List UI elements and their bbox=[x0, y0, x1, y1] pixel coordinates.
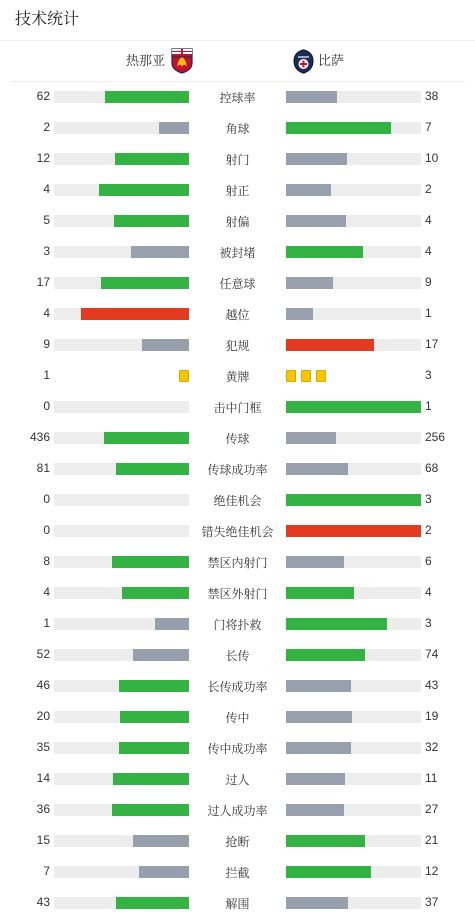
away-stat-bar-track bbox=[286, 649, 421, 661]
home-stat-value: 43 bbox=[36, 895, 50, 909]
away-stat-bar-track bbox=[286, 711, 421, 723]
stat-label: 过人成功率 bbox=[207, 804, 268, 818]
home-stat-value: 81 bbox=[36, 461, 50, 475]
stat-label: 被封堵 bbox=[219, 246, 256, 260]
home-stat-bar-track bbox=[54, 91, 189, 103]
stat-row bbox=[0, 794, 475, 825]
stat-label: 传球成功率 bbox=[207, 463, 268, 477]
yellow-card-icon bbox=[179, 370, 189, 382]
stat-row bbox=[0, 391, 475, 422]
away-stat-value: 4 bbox=[425, 585, 432, 599]
away-stat-bar-track bbox=[286, 897, 421, 909]
stat-label: 禁区外射门 bbox=[207, 587, 268, 601]
away-stat-bar bbox=[286, 91, 337, 103]
home-stat-value: 52 bbox=[36, 647, 50, 661]
away-stat-bar-track bbox=[286, 463, 421, 475]
stat-row bbox=[0, 298, 475, 329]
away-stat-value: 4 bbox=[425, 213, 432, 227]
home-stat-bar-track bbox=[54, 556, 189, 568]
stat-row bbox=[0, 763, 475, 794]
stat-row bbox=[0, 484, 475, 515]
away-stat-value: 3 bbox=[425, 492, 432, 506]
home-stat-value: 2 bbox=[43, 120, 50, 134]
stat-label: 犯规 bbox=[225, 339, 250, 353]
away-stat-bar-track bbox=[286, 587, 421, 599]
home-stat-bar-track bbox=[54, 866, 189, 878]
away-stat-value: 38 bbox=[425, 89, 439, 103]
home-team bbox=[126, 48, 193, 74]
stat-row bbox=[0, 546, 475, 577]
stat-row bbox=[0, 329, 475, 360]
away-stat-bar bbox=[286, 835, 365, 847]
stat-row bbox=[0, 670, 475, 701]
stat-row bbox=[0, 732, 475, 763]
home-stat-bar bbox=[119, 742, 189, 754]
stat-label: 过人 bbox=[225, 773, 250, 787]
home-stat-value: 0 bbox=[43, 523, 50, 537]
stat-label: 角球 bbox=[225, 122, 250, 136]
home-team-name: 热那亚 bbox=[126, 53, 166, 68]
away-stat-bar bbox=[286, 866, 371, 878]
away-stat-bar-track bbox=[286, 246, 421, 258]
stat-row bbox=[0, 112, 475, 143]
home-stat-bar bbox=[142, 339, 189, 351]
away-stat-bar-track bbox=[286, 277, 421, 289]
away-stat-bar bbox=[286, 122, 391, 134]
stat-row bbox=[0, 236, 475, 267]
home-stat-bar-track bbox=[54, 463, 189, 475]
stat-row bbox=[0, 143, 475, 174]
home-stat-bar-track bbox=[54, 339, 189, 351]
stat-row bbox=[0, 639, 475, 670]
pisa-crest-icon bbox=[293, 49, 314, 74]
stat-row bbox=[0, 856, 475, 887]
stat-row bbox=[0, 174, 475, 205]
away-stat-bar bbox=[286, 587, 354, 599]
stat-row bbox=[0, 205, 475, 236]
home-stat-value: 20 bbox=[36, 709, 50, 723]
stat-label: 黄牌 bbox=[225, 370, 250, 384]
home-stat-value: 0 bbox=[43, 399, 50, 413]
stat-row bbox=[0, 422, 475, 453]
home-stat-bar-track bbox=[54, 649, 189, 661]
home-stat-value: 436 bbox=[29, 430, 50, 444]
home-stat-value: 4 bbox=[43, 306, 50, 320]
away-stat-bar bbox=[286, 246, 363, 258]
home-stat-bar-track bbox=[54, 308, 189, 320]
home-stat-value: 35 bbox=[36, 740, 50, 754]
stat-label: 射门 bbox=[225, 153, 250, 167]
away-stat-bar bbox=[286, 649, 365, 661]
home-stat-bar bbox=[112, 804, 189, 816]
home-stat-bar-track bbox=[54, 804, 189, 816]
away-stat-value: 17 bbox=[425, 337, 439, 351]
away-stat-bar-track bbox=[286, 91, 421, 103]
away-stat-value: 1 bbox=[425, 306, 432, 320]
away-stat-bar-track bbox=[286, 308, 421, 320]
away-stat-bar-track bbox=[286, 742, 421, 754]
stat-label: 解围 bbox=[225, 897, 250, 911]
away-stat-bar-track bbox=[286, 184, 421, 196]
away-stat-bar bbox=[286, 680, 351, 692]
yellow-card-icon bbox=[286, 370, 296, 382]
home-stat-bar bbox=[120, 711, 189, 723]
stat-row bbox=[0, 453, 475, 484]
home-stat-value: 0 bbox=[43, 492, 50, 506]
divider bbox=[0, 40, 475, 41]
home-stat-bar-track bbox=[54, 835, 189, 847]
away-stat-bar bbox=[286, 215, 346, 227]
home-stat-bar-track bbox=[54, 215, 189, 227]
home-stat-bar-track bbox=[54, 494, 189, 506]
home-stat-value: 15 bbox=[36, 833, 50, 847]
home-stat-bar-track bbox=[54, 277, 189, 289]
home-stat-bar-track bbox=[54, 742, 189, 754]
home-stat-bar bbox=[133, 649, 189, 661]
stat-row bbox=[0, 267, 475, 298]
home-stat-bar-track bbox=[54, 246, 189, 258]
home-stat-bar-track bbox=[54, 711, 189, 723]
home-stat-bar-track bbox=[54, 773, 189, 785]
away-stat-bar-track bbox=[286, 680, 421, 692]
away-stat-bar-track bbox=[286, 122, 421, 134]
stat-row bbox=[0, 887, 475, 918]
stat-label: 绝佳机会 bbox=[213, 494, 262, 508]
away-stat-value: 11 bbox=[425, 771, 438, 785]
home-stat-value: 12 bbox=[36, 151, 50, 165]
stat-row bbox=[0, 577, 475, 608]
home-stat-bar bbox=[119, 680, 189, 692]
home-stat-value: 14 bbox=[36, 771, 50, 785]
home-stat-value: 5 bbox=[43, 213, 50, 227]
away-stat-bar bbox=[286, 339, 374, 351]
away-stat-value: 256 bbox=[425, 430, 446, 444]
home-stat-bar bbox=[104, 432, 189, 444]
home-stat-value: 1 bbox=[43, 368, 50, 382]
stat-label: 越位 bbox=[225, 308, 250, 322]
away-stat-bar-track bbox=[286, 339, 421, 351]
away-stat-bar-track bbox=[286, 215, 421, 227]
home-stat-bar bbox=[159, 122, 189, 134]
away-stat-bar-track bbox=[286, 618, 421, 630]
away-stat-bar-track bbox=[286, 525, 421, 537]
stat-row bbox=[0, 515, 475, 546]
away-stat-bar-track bbox=[286, 835, 421, 847]
away-stat-value: 6 bbox=[425, 554, 432, 568]
away-stat-value: 2 bbox=[425, 182, 432, 196]
home-stat-bar bbox=[116, 463, 189, 475]
home-stat-bar bbox=[105, 91, 189, 103]
away-stat-bar-track bbox=[286, 804, 421, 816]
home-stat-bar bbox=[133, 835, 189, 847]
home-stat-value: 62 bbox=[36, 89, 50, 103]
home-stat-value: 8 bbox=[43, 554, 50, 568]
home-stat-bar-track bbox=[54, 153, 189, 165]
stat-label: 传中 bbox=[225, 711, 250, 725]
away-stat-value: 3 bbox=[425, 368, 432, 382]
home-stat-value: 3 bbox=[43, 244, 50, 258]
away-stat-bar bbox=[286, 556, 344, 568]
away-team bbox=[293, 48, 344, 74]
stat-row bbox=[0, 608, 475, 639]
stat-row bbox=[0, 81, 475, 112]
away-stat-value: 21 bbox=[425, 833, 439, 847]
home-stat-value: 7 bbox=[43, 864, 50, 878]
home-stat-bar bbox=[99, 184, 189, 196]
away-stat-bar-track bbox=[286, 401, 421, 413]
home-stat-bar bbox=[115, 153, 189, 165]
away-stat-value: 27 bbox=[425, 802, 439, 816]
away-stat-value: 74 bbox=[425, 647, 439, 661]
away-stat-bar bbox=[286, 184, 331, 196]
stat-label: 任意球 bbox=[219, 277, 256, 291]
away-stat-value: 1 bbox=[425, 399, 432, 413]
stat-label: 长传 bbox=[225, 649, 250, 663]
away-stat-value: 68 bbox=[425, 461, 439, 475]
stat-label: 错失绝佳机会 bbox=[201, 525, 274, 539]
away-stat-bar bbox=[286, 804, 344, 816]
home-stat-bar-track bbox=[54, 432, 189, 444]
away-stat-value: 12 bbox=[425, 864, 439, 878]
away-stat-bar-track bbox=[286, 432, 421, 444]
away-stat-value: 32 bbox=[425, 740, 439, 754]
home-stat-bar-track bbox=[54, 618, 189, 630]
home-stat-bar bbox=[112, 556, 189, 568]
section-title: 技术统计 bbox=[15, 11, 80, 28]
away-stat-bar bbox=[286, 432, 336, 444]
stat-label: 门将扑救 bbox=[213, 618, 262, 632]
away-stat-bar bbox=[286, 463, 348, 475]
home-yellow-cards bbox=[174, 370, 189, 382]
home-stat-bar bbox=[155, 618, 189, 630]
away-stat-bar bbox=[286, 618, 387, 630]
home-stat-bar-track bbox=[54, 184, 189, 196]
yellow-card-icon bbox=[301, 370, 311, 382]
home-stat-bar bbox=[122, 587, 190, 599]
stat-label: 传球 bbox=[225, 432, 250, 446]
away-stat-bar bbox=[286, 494, 421, 506]
genoa-crest-icon bbox=[171, 48, 193, 74]
stat-label: 击中门框 bbox=[213, 401, 262, 415]
home-stat-value: 46 bbox=[36, 678, 50, 692]
home-stat-bar-track bbox=[54, 122, 189, 134]
away-stat-bar bbox=[286, 897, 348, 909]
home-stat-bar bbox=[131, 246, 189, 258]
away-stat-value: 2 bbox=[425, 523, 432, 537]
stat-label: 长传成功率 bbox=[207, 680, 268, 694]
home-stat-bar bbox=[116, 897, 189, 909]
yellow-card-icon bbox=[316, 370, 326, 382]
away-stat-value: 19 bbox=[425, 709, 439, 723]
away-stat-bar bbox=[286, 773, 345, 785]
away-stat-bar bbox=[286, 525, 421, 537]
away-stat-value: 10 bbox=[425, 151, 439, 165]
away-stat-value: 7 bbox=[425, 120, 432, 134]
stat-label: 控球率 bbox=[219, 91, 256, 105]
away-yellow-cards bbox=[286, 370, 331, 382]
home-stat-bar bbox=[101, 277, 189, 289]
stat-label: 传中成功率 bbox=[207, 742, 268, 756]
home-stat-bar-track bbox=[54, 680, 189, 692]
home-stat-bar bbox=[113, 773, 189, 785]
away-stat-value: 3 bbox=[425, 616, 432, 630]
away-team-name: 比萨 bbox=[318, 53, 345, 68]
home-stat-value: 4 bbox=[43, 182, 50, 196]
home-stat-bar-track bbox=[54, 897, 189, 909]
away-stat-value: 4 bbox=[425, 244, 432, 258]
away-stat-bar bbox=[286, 401, 421, 413]
home-stat-bar-track bbox=[54, 587, 189, 599]
stat-label: 拦截 bbox=[225, 866, 250, 880]
home-stat-bar bbox=[139, 866, 189, 878]
away-stat-bar-track bbox=[286, 153, 421, 165]
stat-row bbox=[0, 360, 475, 391]
stat-row bbox=[0, 701, 475, 732]
stat-label: 禁区内射门 bbox=[207, 556, 268, 570]
away-stat-bar-track bbox=[286, 866, 421, 878]
away-stat-bar bbox=[286, 742, 351, 754]
home-stat-bar-track bbox=[54, 525, 189, 537]
home-stat-value: 4 bbox=[43, 585, 50, 599]
home-stat-value: 36 bbox=[36, 802, 50, 816]
home-stat-bar-track bbox=[54, 401, 189, 413]
home-stat-value: 9 bbox=[43, 337, 50, 351]
stat-label: 射偏 bbox=[225, 215, 250, 229]
home-stat-bar bbox=[81, 308, 189, 320]
stat-row bbox=[0, 825, 475, 856]
home-stat-value: 17 bbox=[36, 275, 50, 289]
away-stat-bar-track bbox=[286, 556, 421, 568]
away-stat-bar bbox=[286, 711, 352, 723]
stat-label: 抢断 bbox=[225, 835, 250, 849]
away-stat-bar-track bbox=[286, 773, 421, 785]
away-stat-value: 43 bbox=[425, 678, 439, 692]
away-stat-bar bbox=[286, 308, 313, 320]
away-stat-value: 37 bbox=[425, 895, 439, 909]
stat-label: 射正 bbox=[225, 184, 250, 198]
away-stat-bar-track bbox=[286, 494, 421, 506]
home-stat-bar bbox=[114, 215, 189, 227]
away-stat-value: 9 bbox=[425, 275, 432, 289]
stats-list bbox=[0, 81, 475, 918]
home-stat-value: 1 bbox=[43, 616, 50, 630]
away-stat-bar bbox=[286, 153, 347, 165]
away-stat-bar bbox=[286, 277, 333, 289]
